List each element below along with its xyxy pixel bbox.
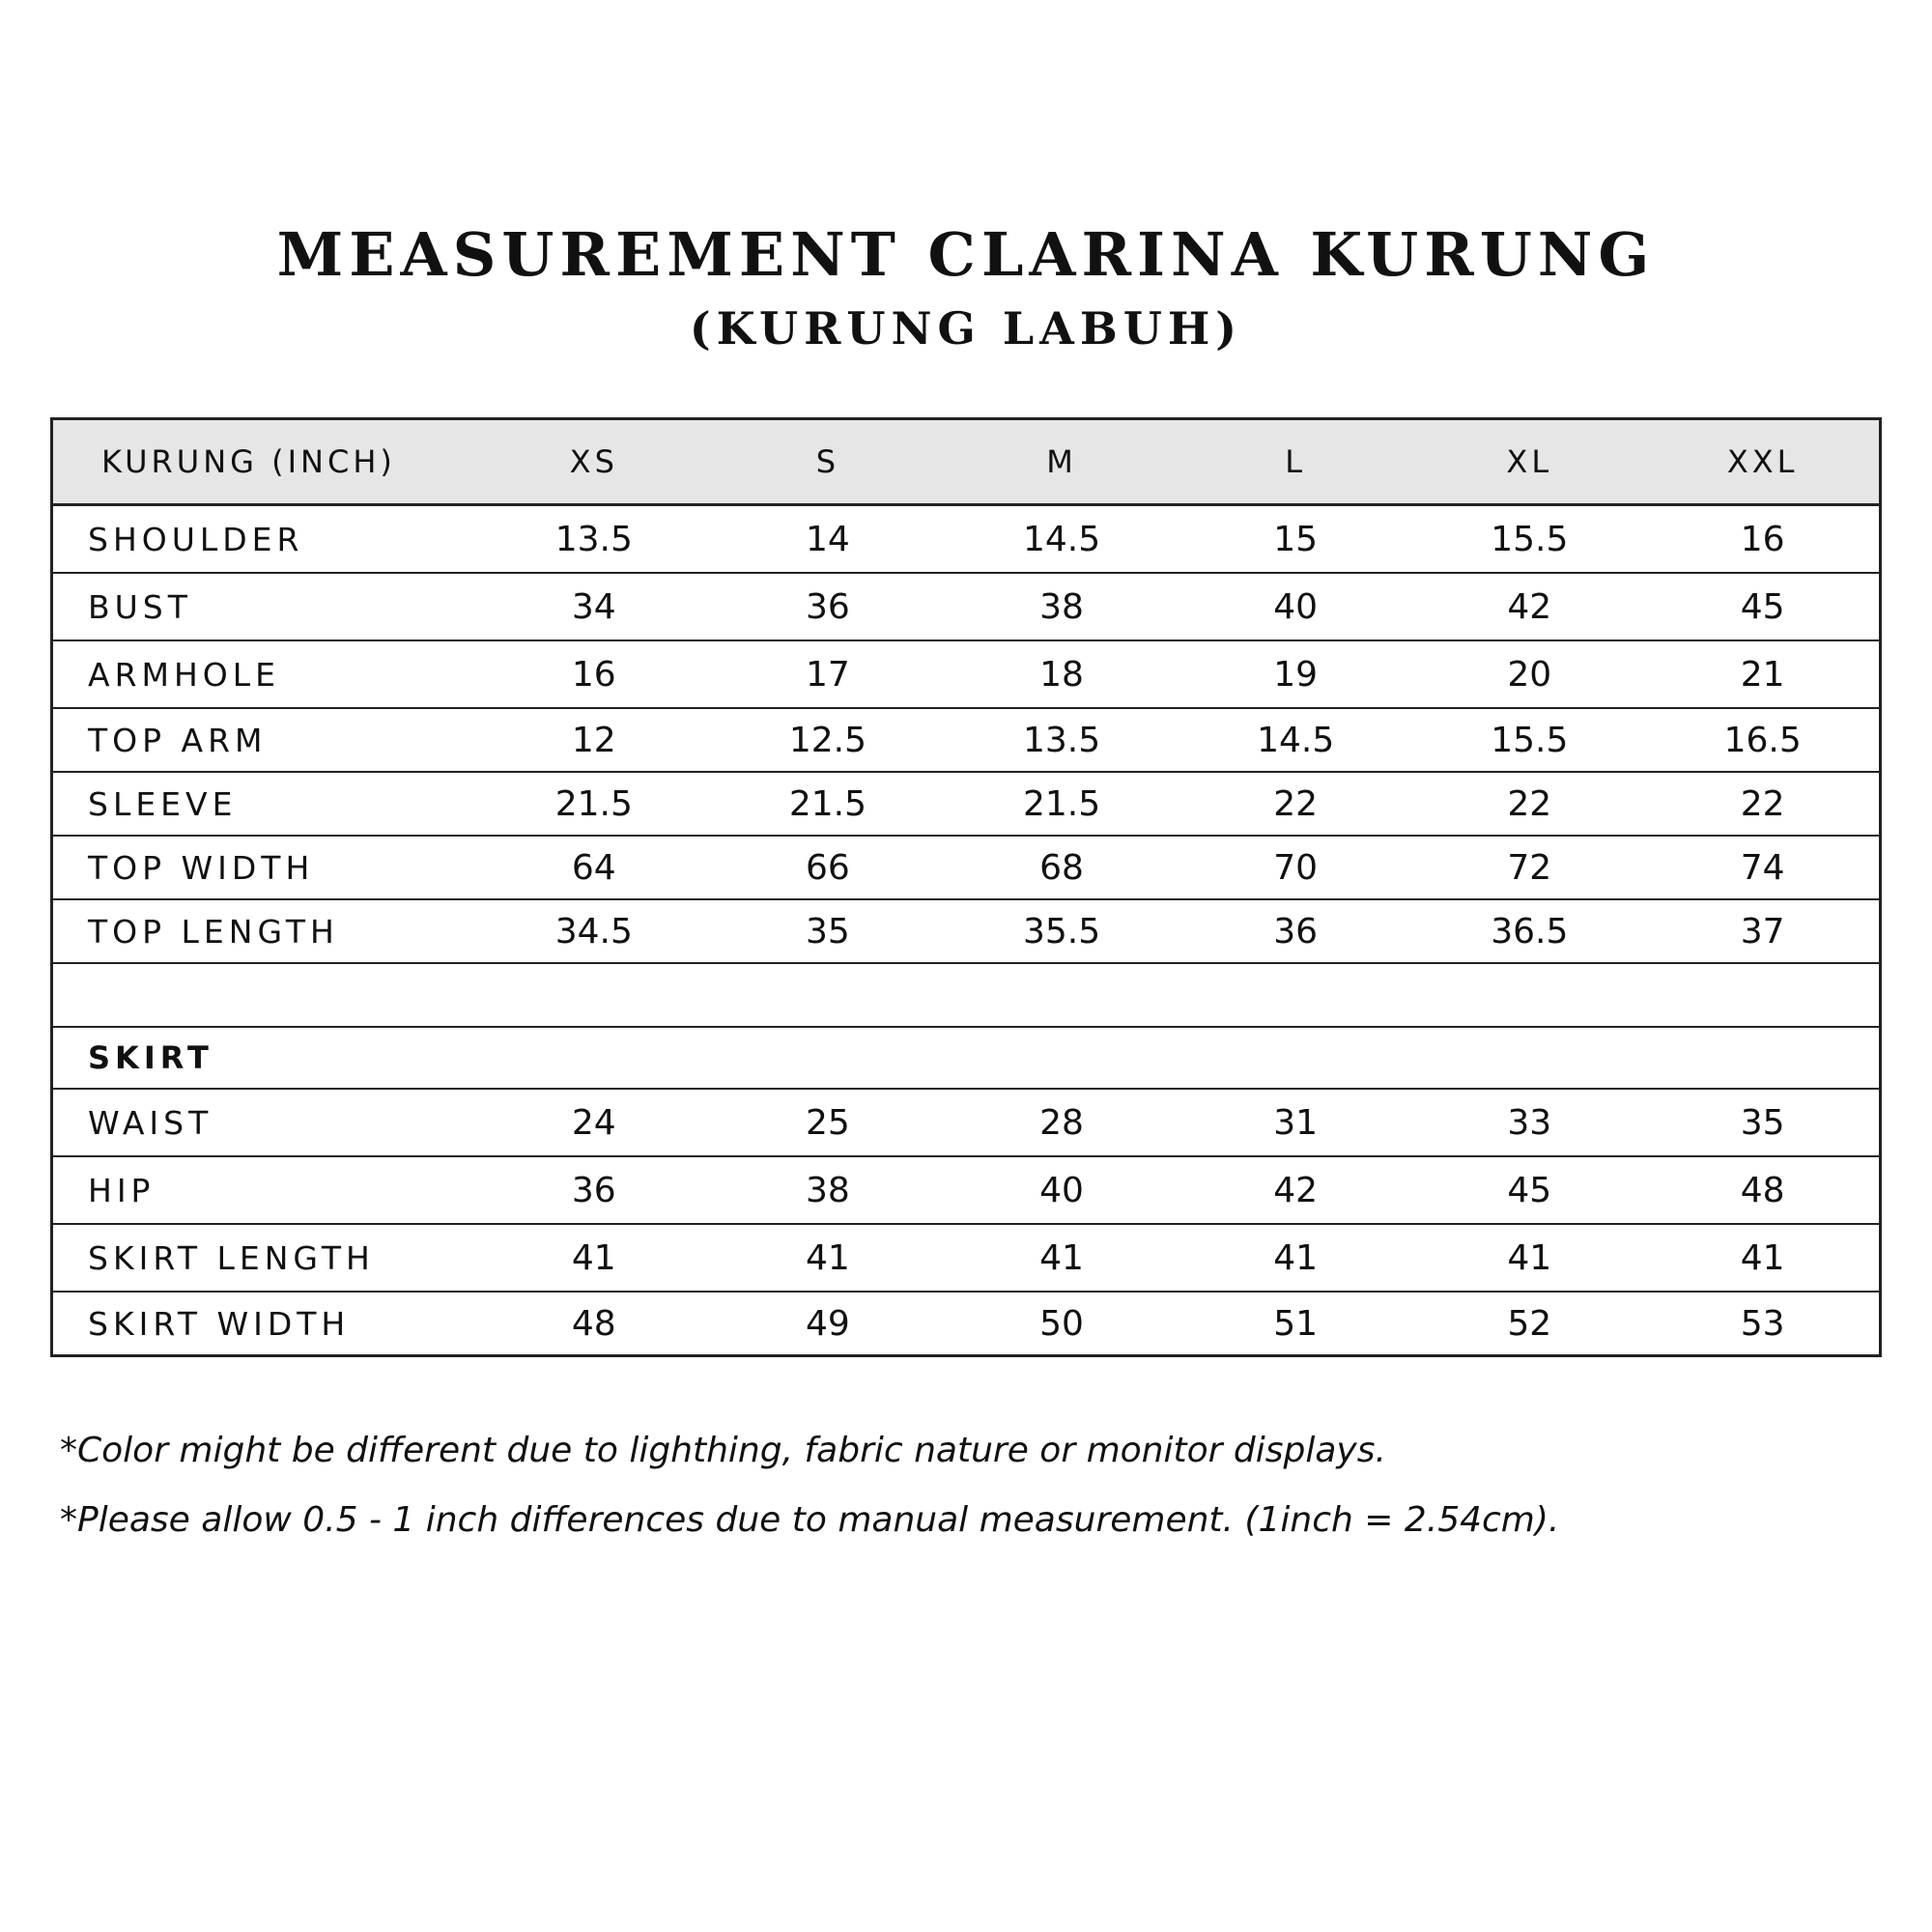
note-color: *Color might be different due to lighthing, fabric nature or monitor displays.	[60, 1431, 1386, 1470]
header-label: KURUNG (INCH)	[52, 419, 477, 505]
table-cell: 25	[711, 1089, 945, 1156]
table-cell: 41	[945, 1224, 1179, 1292]
header-size: XXL	[1646, 419, 1880, 505]
header-size: S	[711, 419, 945, 505]
table-cell: 14.5	[945, 505, 1179, 574]
table-cell: 33	[1412, 1089, 1646, 1156]
table-row	[52, 640, 1881, 708]
table-cell: 40	[1179, 573, 1412, 640]
header-row	[52, 419, 1881, 505]
table-cell: 41	[477, 1224, 711, 1292]
section-row-skirt	[52, 1027, 1881, 1089]
table-cell: 28	[945, 1089, 1179, 1156]
spacer-row	[52, 963, 1881, 1027]
row-label: WAIST	[52, 1089, 477, 1156]
table-cell: 40	[945, 1156, 1179, 1224]
table-row	[52, 1224, 1881, 1292]
table-cell: 52	[1412, 1292, 1646, 1356]
table-cell: 16.5	[1646, 708, 1880, 772]
table-cell: 21	[1646, 640, 1880, 708]
row-label: ARMHOLE	[52, 640, 477, 708]
table-cell: 14.5	[1179, 708, 1412, 772]
table-row	[52, 772, 1881, 836]
table-cell: 17	[711, 640, 945, 708]
table-cell: 35.5	[945, 899, 1179, 963]
table-row	[52, 899, 1881, 963]
table-cell: 16	[477, 640, 711, 708]
table-cell: 13.5	[945, 708, 1179, 772]
table-cell: 19	[1179, 640, 1412, 708]
spacer-cell	[52, 963, 1881, 1027]
table-cell: 37	[1646, 899, 1880, 963]
table-cell: 36	[711, 573, 945, 640]
table-cell: 22	[1646, 772, 1880, 836]
table-cell: 34	[477, 573, 711, 640]
header-size: L	[1179, 419, 1412, 505]
page-subtitle: (KURUNG LABUH)	[689, 302, 1243, 355]
table-row	[52, 1156, 1881, 1224]
table-cell: 22	[1179, 772, 1412, 836]
table-cell: 14	[711, 505, 945, 574]
table-cell: 74	[1646, 836, 1880, 899]
table-cell: 35	[711, 899, 945, 963]
table-row	[52, 573, 1881, 640]
table-cell: 64	[477, 836, 711, 899]
row-label: TOP ARM	[52, 708, 477, 772]
table-row	[52, 836, 1881, 899]
page-title: MEASUREMENT CLARINA KURUNG	[276, 219, 1656, 290]
table-cell: 21.5	[711, 772, 945, 836]
table-row	[52, 1089, 1881, 1156]
table-cell: 34.5	[477, 899, 711, 963]
row-label: HIP	[52, 1156, 477, 1224]
table-cell: 72	[1412, 836, 1646, 899]
table-cell: 12.5	[711, 708, 945, 772]
table-cell: 41	[1646, 1224, 1880, 1292]
table-cell: 38	[711, 1156, 945, 1224]
table-cell: 50	[945, 1292, 1179, 1356]
table-cell: 45	[1412, 1156, 1646, 1224]
table-cell: 21.5	[477, 772, 711, 836]
row-label: SKIRT LENGTH	[52, 1224, 477, 1292]
table-cell: 41	[711, 1224, 945, 1292]
table-cell: 36	[1179, 899, 1412, 963]
row-label: SHOULDER	[52, 505, 477, 574]
section-label: SKIRT	[52, 1027, 1881, 1089]
table-cell: 48	[1646, 1156, 1880, 1224]
table-cell: 16	[1646, 505, 1880, 574]
table-cell: 18	[945, 640, 1179, 708]
table-cell: 36	[477, 1156, 711, 1224]
table-cell: 36.5	[1412, 899, 1646, 963]
table-cell: 15	[1179, 505, 1412, 574]
table-cell: 42	[1412, 573, 1646, 640]
table-cell: 51	[1179, 1292, 1412, 1356]
table-cell: 31	[1179, 1089, 1412, 1156]
table-cell: 70	[1179, 836, 1412, 899]
table-cell: 12	[477, 708, 711, 772]
table-cell: 22	[1412, 772, 1646, 836]
table-cell: 21.5	[945, 772, 1179, 836]
table-cell: 49	[711, 1292, 945, 1356]
table-row	[52, 1292, 1881, 1356]
table-cell: 38	[945, 573, 1179, 640]
table-cell: 68	[945, 836, 1179, 899]
table-cell: 13.5	[477, 505, 711, 574]
table-cell: 35	[1646, 1089, 1880, 1156]
measurement-table	[50, 417, 1882, 1357]
table-cell: 42	[1179, 1156, 1412, 1224]
header-size: XS	[477, 419, 711, 505]
row-label: BUST	[52, 573, 477, 640]
table-cell: 41	[1179, 1224, 1412, 1292]
table-cell: 48	[477, 1292, 711, 1356]
table-cell: 15.5	[1412, 505, 1646, 574]
row-label: SKIRT WIDTH	[52, 1292, 477, 1356]
table-cell: 20	[1412, 640, 1646, 708]
table-cell: 24	[477, 1089, 711, 1156]
row-label: TOP WIDTH	[52, 836, 477, 899]
row-label: TOP LENGTH	[52, 899, 477, 963]
row-label: SLEEVE	[52, 772, 477, 836]
table-row	[52, 708, 1881, 772]
table-row	[52, 505, 1881, 574]
table-cell: 45	[1646, 573, 1880, 640]
table-cell: 41	[1412, 1224, 1646, 1292]
notes	[60, 1430, 1876, 1569]
header-size: XL	[1412, 419, 1646, 505]
note-measurement: *Please allow 0.5 - 1 inch differences due to manual measurement. (1inch = 2.54cm).	[60, 1500, 1560, 1540]
table-cell: 66	[711, 836, 945, 899]
table-cell: 15.5	[1412, 708, 1646, 772]
table-cell: 53	[1646, 1292, 1880, 1356]
header-size: M	[945, 419, 1179, 505]
